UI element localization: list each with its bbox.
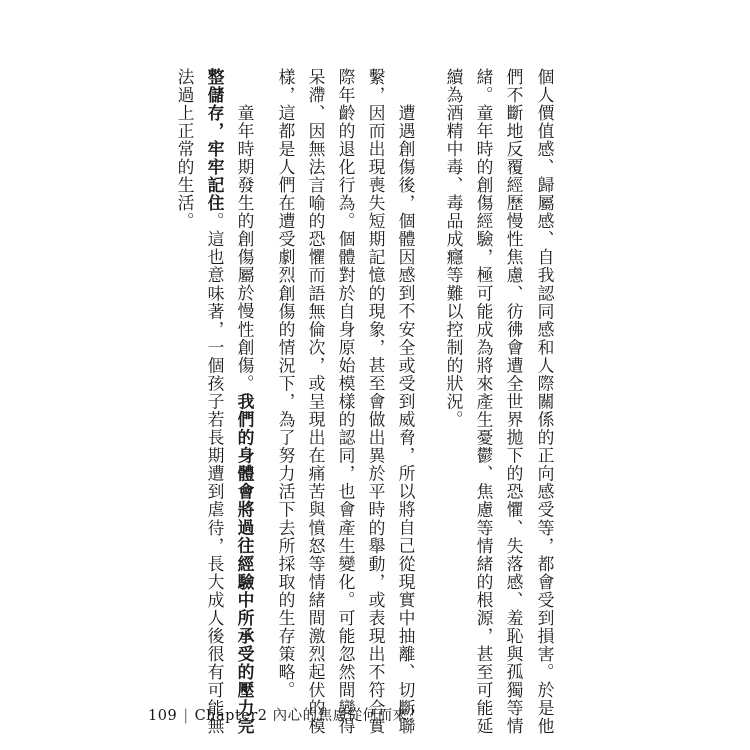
column-text: 法過上正常的生活。 (175, 68, 195, 231)
text-column-2 (503, 68, 525, 736)
text-column-9 (275, 68, 297, 700)
column-text: 際年齡的退化行為。個體對於自身原始模樣的認同，也會產生變化。可能忽然間變得 (336, 68, 356, 736)
page-footer (148, 704, 423, 725)
text-column-1 (534, 68, 556, 736)
text-column-12 (174, 68, 196, 628)
text-column-5 (395, 104, 417, 736)
chapter-label: Chapter2 (194, 708, 268, 724)
column-text: 童年時期發生的創傷屬於慢性創傷。 (235, 104, 255, 393)
column-text-bold: 我們的身體會將過往經驗中所承受的壓力完 (235, 392, 255, 736)
text-column-3 (473, 68, 495, 736)
chapter-title: 內心的焦慮從何而來？ (272, 708, 423, 724)
text-column-4 (443, 68, 465, 628)
column-text: 緒。童年時的創傷經驗，極可能成為將來產生憂鬱、焦慮等情緒的根源，甚至可能延 (474, 68, 494, 736)
column-text: 個人價值感、歸屬感、自我認同感和人際關係的正向感受等，都會受到損害。於是他 (535, 68, 555, 736)
column-text: 遭遇創傷後，個體因感到不安全或受到威脅，所以將自己從現實中抽離、切斷聯 (396, 104, 416, 736)
column-text: 呆滯、因無法言喻的恐懼而語無倫次，或呈現出在痛苦與憤怒等情緒間激烈起伏的模 (306, 68, 326, 736)
page-number: 109 (148, 708, 178, 724)
column-text: 續為酒精中毒、毒品成癮等難以控制的狀況。 (444, 68, 464, 429)
column-text-bold: 整儲存，牢牢記住 (205, 68, 225, 213)
footer-separator: | (183, 708, 189, 724)
text-column-10 (234, 104, 256, 736)
text-column-8 (305, 68, 327, 736)
column-text: 繫，因而出現喪失短期記憶的現象，甚至會做出異於平時的舉動，或表現出不符合實 (366, 68, 386, 736)
text-column-6 (365, 68, 387, 736)
text-column-11 (204, 68, 226, 736)
text-column-7 (335, 68, 357, 736)
column-text: 樣，這都是人們在遭受劇烈創傷的情況下，為了努力活下去所採取的生存策略。 (276, 68, 296, 700)
column-text: 們不斷地反覆經歷慢性焦慮、彷彿會遭全世界拋下的恐懼、失落感、羞恥與孤獨等情 (504, 68, 524, 736)
column-text: 。這也意味著，一個孩子若長期遭到虐待，長大成人後很有可能無 (205, 212, 225, 736)
